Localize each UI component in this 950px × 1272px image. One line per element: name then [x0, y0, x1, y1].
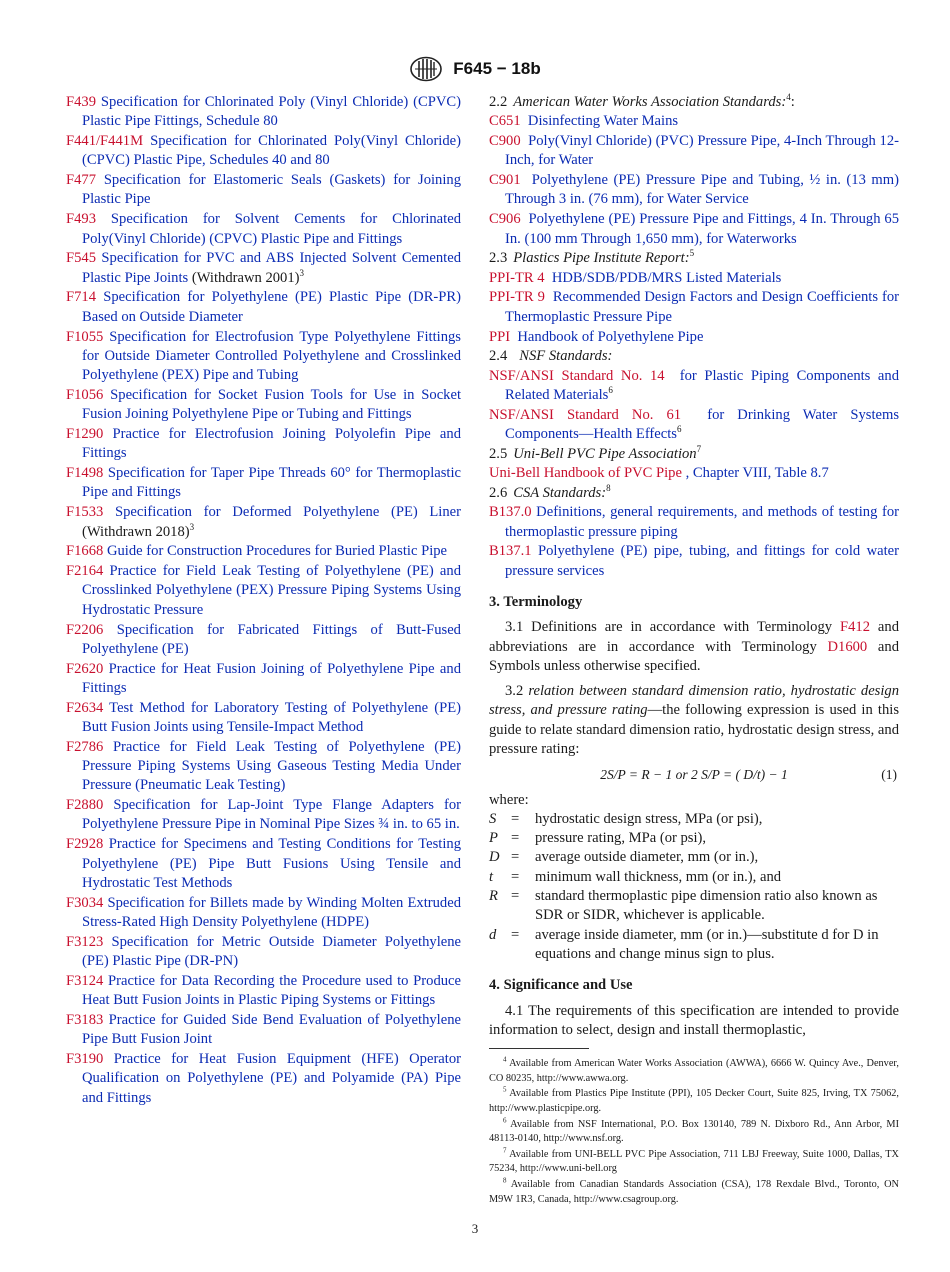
reference-title-link[interactable]: Test Method for Laboratory Testing of Polyethylene (PE) Butt Fusion Joints using Tensile-Impact Method — [82, 699, 461, 735]
reference-code-link[interactable]: Uni-Bell Handbook of PVC Pipe — [489, 465, 682, 482]
reference-item — [66, 249, 461, 288]
reference-code-link[interactable]: F2620 — [66, 660, 104, 677]
reference-title-link[interactable]: Practice for Specimens and Testing Conditions for Testing Polyethylene (PE) Pipe Butt Fusions Using Tensile and Hydrostatic Test Methods — [82, 836, 461, 891]
csa-reference-list — [489, 503, 899, 581]
reference-code-link[interactable]: PPI — [489, 328, 511, 345]
reference-title-link[interactable]: Poly(Vinyl Chloride) (PVC) Pressure Pipe, 4-Inch Through 12-Inch, for Water — [505, 133, 900, 169]
section-3-title: 3. Terminology — [489, 593, 583, 610]
right-column — [489, 93, 899, 1208]
footnote — [489, 1148, 899, 1177]
reference-item — [66, 386, 461, 425]
footnote-text: Available from NSF International, P.O. Box 130140, 789 N. Dixboro Rd., Ann Arbor, MI 48113-0140, http://www.nsf.org. — [489, 1118, 899, 1145]
symbol: R — [489, 888, 498, 905]
symbol-definition: average inside diameter, mm (or in.)—substitute d for D in equations and change minus sign to plus. — [535, 926, 879, 962]
reference-title-link[interactable]: Specification for Solvent Cements for Chlorinated Poly(Vinyl Chloride) (CPVC) Plastic Pipe and Fittings — [82, 211, 461, 247]
reference-code-link[interactable]: PPI-TR 4 — [489, 269, 545, 286]
symbol-definition-row — [489, 810, 899, 829]
reference-title-link[interactable]: Specification for Polyethylene (PE) Plastic Pipe (DR-PR) Based on Outside Diameter — [82, 289, 461, 325]
equals-sign: = — [511, 868, 520, 885]
reference-code-link[interactable]: F1668 — [66, 543, 104, 560]
reference-code-link[interactable]: F1055 — [66, 328, 104, 345]
reference-title-link[interactable]: for Plastic Piping Components and Related Materials — [505, 367, 900, 403]
reference-code-link[interactable]: F2164 — [66, 563, 104, 580]
reference-code-link[interactable]: B137.0 — [489, 504, 532, 521]
reference-item — [489, 171, 899, 210]
reference-item — [66, 933, 461, 972]
symbol-definition-row — [489, 829, 899, 848]
footnote-number: 5 — [503, 1085, 507, 1094]
paragraph-4-1: 4.1 The requirements of this specification are intended to provide information to select, design and install thermoplastic, — [489, 1002, 899, 1038]
reference-title-link[interactable]: , Chapter VIII, Table 8.7 — [685, 465, 829, 482]
symbol-definition: minimum wall thickness, mm (or in.), and — [535, 868, 782, 885]
reference-item — [66, 328, 461, 386]
footnote-ref: 6 — [608, 385, 613, 396]
footnote-text: Available from American Water Works Association (AWWA), 6666 W. Quincy Ave., Denver, CO 80235, http://www.awwa.org. — [489, 1058, 899, 1084]
left-column — [66, 93, 461, 1108]
footnote-ref: 3 — [189, 521, 195, 532]
reference-item — [66, 1011, 461, 1050]
withdrawn-note: (Withdrawn 2018) — [82, 523, 190, 540]
reference-title-link[interactable]: Specification for Deformed Polyethylene (PE) Liner — [114, 504, 461, 521]
footnote — [489, 1087, 899, 1116]
reference-code-link[interactable]: NSF/ANSI Standard No. 61 — [489, 406, 682, 423]
reference-code-link[interactable]: F477 — [66, 172, 97, 189]
reference-code-link[interactable]: C901 — [489, 172, 521, 189]
footnote-text: Available from Plastics Pipe Institute (PPI), 105 Decker Court, Suite 825, Irving, TX 75062, http://www.plasticpipe.org. — [489, 1088, 899, 1114]
symbol-definition: average outside diameter, mm (or in.), — [535, 849, 759, 866]
reference-item — [489, 367, 899, 406]
paragraph-3-2: 3.2 relation between standard dimension ratio, hydrostatic design stress, and pressure rating—the following expression is used in this guide to relate standard dimension ratio, hydrostatic design stress, and pressure rating: — [489, 683, 900, 757]
reference-item — [66, 699, 461, 738]
reference-code-link[interactable]: NSF/ANSI Standard No. 14 — [489, 367, 665, 384]
reference-title-link[interactable]: Disinfecting Water Mains — [527, 113, 679, 130]
reference-title-link[interactable]: Practice for Data Recording the Procedure used to Produce Heat Butt Fusion Joints in Plastic Piping Systems or Fittings — [82, 972, 461, 1009]
reference-code-link[interactable]: F3123 — [66, 933, 104, 950]
section-2-3-heading: 2.3 Plastics Pipe Institute Report:$^5$ — [489, 248, 695, 267]
reference-title-link[interactable]: Practice for Heat Fusion Joining of Polyethylene Pipe and Fittings — [82, 660, 461, 696]
equation-1 — [489, 765, 899, 784]
reference-code-link[interactable]: PPI-TR 9 — [489, 289, 545, 306]
reference-title-link[interactable]: Polyethylene (PE) Pressure Pipe and Tubing, ½ in. (13 mm) Through 3 in. (76 mm), for Water Service — [505, 172, 899, 208]
footnote-text: Available from UNI-BELL PVC Pipe Association, 711 LBJ Freeway, Suite 1000, Dallas, TX 75234, http://www.uni-bell.org — [489, 1148, 899, 1175]
symbol: P — [489, 830, 498, 847]
reference-item — [489, 269, 899, 288]
reference-title-link[interactable]: Practice for Electrofusion Joining Polyolefin Pipe and Fittings — [82, 426, 461, 462]
page-number: 3 — [471, 1221, 479, 1236]
reference-title-link[interactable]: Practice for Guided Side Bend Evaluation of Polyethylene Pipe Butt Fusion Joint — [82, 1011, 461, 1048]
reference-item — [66, 132, 461, 171]
reference-item — [66, 171, 461, 210]
reference-item — [66, 738, 461, 796]
reference-code-link[interactable]: F545 — [66, 250, 97, 267]
reference-item — [66, 796, 461, 835]
symbol-definition-row — [489, 887, 899, 926]
reference-item — [66, 93, 461, 132]
reference-item — [489, 406, 899, 445]
page-header — [0, 56, 950, 82]
reference-code-link[interactable]: F2206 — [66, 621, 104, 638]
reference-code-link[interactable]: C906 — [489, 211, 521, 228]
reference-item — [489, 210, 899, 249]
reference-item — [66, 660, 461, 699]
reference-item — [489, 503, 899, 542]
reference-title-link[interactable]: Definitions, general requirements, and methods of testing for thermoplastic pressure piping — [505, 504, 899, 540]
astm-logo-icon — [409, 56, 443, 82]
where-label: where: — [489, 791, 529, 808]
symbol: t — [489, 868, 494, 885]
reference-code-link[interactable]: F2880 — [66, 797, 104, 814]
reference-title-link[interactable]: Specification for Billets made by Winding Molten Extruded Stress-Rated High Density Polyethylene (HDPE) — [82, 894, 461, 930]
reference-title-link[interactable]: Specification for Fabricated Fittings of Butt-Fused Polyethylene (PE) — [82, 621, 461, 657]
reference-code-link[interactable]: F441/F441M — [66, 133, 144, 150]
reference-code-link[interactable]: F3124 — [66, 972, 104, 989]
reference-code-link[interactable]: F3183 — [66, 1011, 104, 1028]
symbol-definition: pressure rating, MPa (or psi), — [535, 830, 707, 847]
section-2-2-heading: 2.2 American Water Works Association Standards:$^4$: — [489, 92, 795, 110]
reference-item — [66, 542, 461, 561]
reference-item — [489, 542, 899, 581]
equals-sign: = — [511, 849, 520, 866]
symbol-definitions — [489, 810, 899, 964]
reference-title-link[interactable]: Specification for Chlorinated Poly(Vinyl Chloride) (CPVC) Plastic Pipe, Schedules 40 and 80 — [82, 133, 461, 169]
reference-item — [66, 562, 461, 620]
reference-item — [66, 972, 461, 1011]
reference-code-link[interactable]: F493 — [66, 211, 97, 228]
paragraph-3-1: 3.1 Definitions are in accordance with Terminology F412 and abbreviations are in accordance with Terminology D1600 and Symbols unless otherwise specified. — [489, 619, 899, 674]
reference-code-link[interactable]: F2928 — [66, 836, 104, 853]
reference-item — [66, 894, 461, 933]
reference-title-link[interactable]: Practice for Field Leak Testing of Polyethylene (PE) Pressure Piping Systems Using Gaseous Testing Media Under Pressure (Pneumatic Leak Testing) — [82, 738, 462, 794]
symbol-definition: standard thermoplastic pipe dimension ratio also known as SDR or SIDR, whichever is applicable. — [535, 888, 878, 924]
footnote-number: 7 — [503, 1146, 507, 1155]
reference-title-link[interactable]: for Drinking Water Systems Components—Health Effects — [505, 406, 900, 443]
footnote-number: 4 — [503, 1055, 507, 1064]
reference-item — [66, 1050, 461, 1108]
section-4-title: 4. Significance and Use — [489, 977, 633, 994]
footnote-number: 8 — [503, 1176, 507, 1185]
reference-item — [66, 835, 461, 893]
reference-title-link[interactable]: Guide for Construction Procedures for Buried Plastic Pipe — [106, 543, 448, 560]
unibell-reference-list — [489, 464, 899, 483]
section-2-4-heading: 2.4 NSF Standards: — [489, 348, 613, 365]
reference-item — [66, 210, 461, 249]
awwa-reference-list — [489, 112, 899, 249]
reference-code-link[interactable]: F714 — [66, 289, 97, 306]
reference-title-link[interactable]: Polyethylene (PE) Pressure Pipe and Fittings, 4 In. Through 65 In. (100 mm Through 1,650 mm), for Waterworks — [505, 211, 899, 247]
reference-code-link[interactable]: F2786 — [66, 738, 104, 755]
reference-title-link[interactable]: Polyethylene (PE) pipe, tubing, and fittings for cold water pressure services — [505, 543, 899, 579]
reference-title-link[interactable]: Specification for Taper Pipe Threads 60° for Thermoplastic Pipe and Fittings — [82, 465, 462, 501]
reference-item — [489, 328, 899, 347]
reference-code-link[interactable]: F3034 — [66, 894, 104, 911]
reference-code-link[interactable]: F3190 — [66, 1051, 104, 1068]
reference-title-link[interactable]: Specification for Elastomeric Seals (Gaskets) for Joining Plastic Pipe — [82, 172, 461, 208]
reference-title-link[interactable]: Specification for PVC and ABS Injected Solvent Cemented Plastic Pipe Joints — [82, 250, 461, 286]
reference-code-link[interactable]: B137.1 — [489, 543, 532, 560]
reference-title-link[interactable]: Specification for Chlorinated Poly (Vinyl Chloride) (CPVC) Plastic Pipe Fittings, Schedule 80 — [82, 94, 461, 130]
reference-item — [489, 112, 899, 131]
equals-sign: = — [511, 888, 520, 905]
symbol: D — [489, 849, 500, 866]
footnote-ref: 6 — [676, 424, 682, 435]
reference-code-link[interactable]: C900 — [489, 133, 521, 150]
reference-code-link[interactable]: F439 — [66, 94, 97, 110]
footnote-text: Available from Canadian Standards Association (CSA), 178 Rexdale Blvd., Toronto, ON M9W 1R3, Canada, http://www.csagroup.org. — [489, 1178, 899, 1205]
reference-item — [66, 503, 461, 542]
reference-code-link[interactable]: F1056 — [66, 386, 104, 403]
reference-title-link[interactable]: Handbook of Polyethylene Pipe — [517, 328, 704, 345]
footnote — [489, 1178, 899, 1207]
reference-item — [489, 288, 899, 327]
symbol-definition-row — [489, 868, 899, 887]
equals-sign: = — [511, 830, 520, 847]
footnote-number: 6 — [503, 1116, 507, 1125]
reference-title-link[interactable]: Specification for Electrofusion Type Polyethylene Fittings for Outside Diameter Controlled Polyethylene and Crosslinked Polyethylene (PEX) Pipe and Tubing — [82, 328, 461, 384]
reference-code-link[interactable]: F2634 — [66, 699, 104, 716]
reference-title-link[interactable]: Specification for Lap-Joint Type Flange Adapters for Polyethylene Pressure Pipe in Nominal Pipe Sizes ¾ in. to 65 in. — [82, 797, 461, 833]
reference-item — [489, 132, 899, 171]
equals-sign: = — [511, 810, 520, 827]
reference-item — [66, 288, 461, 327]
section-2-5-heading: 2.5 Uni-Bell PVC Pipe Association$^7$ — [489, 443, 702, 462]
reference-title-link[interactable]: HDB/SDB/PDB/MRS Listed Materials — [551, 269, 782, 286]
reference-title-link[interactable]: Practice for Field Leak Testing of Polyethylene (PE) and Crosslinked Polyethylene (PEX) Pressure Piping Systems Using Hydrostatic Pressure — [82, 563, 462, 618]
reference-title-link[interactable]: Specification for Socket Fusion Tools for Use in Socket Fusion Joining Polyethylene Pipe or Tubing and Fittings — [82, 386, 462, 423]
reference-title-link[interactable]: Specification for Metric Outside Diameter Polyethylene (PE) Plastic Pipe (DR-PN) — [82, 933, 461, 970]
footnote-divider — [489, 1048, 589, 1049]
reference-item — [66, 464, 461, 503]
symbol-definition-row — [489, 926, 899, 965]
footnote-ref: 3 — [299, 267, 304, 278]
reference-code-link[interactable]: F1533 — [66, 504, 104, 521]
reference-item — [489, 464, 899, 483]
section-2-6-heading: 2.6 CSA Standards:$^8$ — [489, 483, 611, 501]
nsf-reference-list — [489, 367, 899, 445]
symbol-definition: hydrostatic design stress, MPa (or psi), — [535, 810, 763, 827]
reference-item — [66, 621, 461, 660]
reference-item — [66, 425, 461, 464]
equation-number: (1) — [881, 767, 897, 783]
footnotes — [489, 1057, 899, 1207]
standard-designation: F645 − 18b — [453, 59, 541, 78]
symbol: d — [489, 926, 497, 943]
link-d1600[interactable]: D1600 — [827, 638, 868, 655]
ppi-reference-list — [489, 269, 899, 347]
reference-code-link[interactable]: F1290 — [66, 426, 104, 443]
reference-code-link[interactable]: C651 — [489, 113, 521, 130]
reference-title-link[interactable]: Recommended Design Factors and Design Coefficients for Thermoplastic Pressure Pipe — [505, 289, 899, 325]
withdrawn-note: (Withdrawn 2001) — [188, 269, 300, 286]
reference-title-link[interactable]: Practice for Heat Fusion Equipment (HFE) Operator Qualification on Polyethylene (PE) and Polyamide (PA) Pipe and Fittings — [82, 1051, 461, 1106]
equals-sign: = — [511, 926, 520, 943]
link-f412[interactable]: F412 — [839, 619, 870, 636]
symbol: S — [489, 810, 497, 827]
equation-text: 2S/P = R − 1 or 2 S/P = ( D/t) − 1 — [600, 767, 788, 783]
footnote — [489, 1057, 899, 1086]
symbol-definition-row — [489, 848, 899, 867]
reference-code-link[interactable]: F1498 — [66, 465, 104, 482]
footnote — [489, 1118, 899, 1147]
